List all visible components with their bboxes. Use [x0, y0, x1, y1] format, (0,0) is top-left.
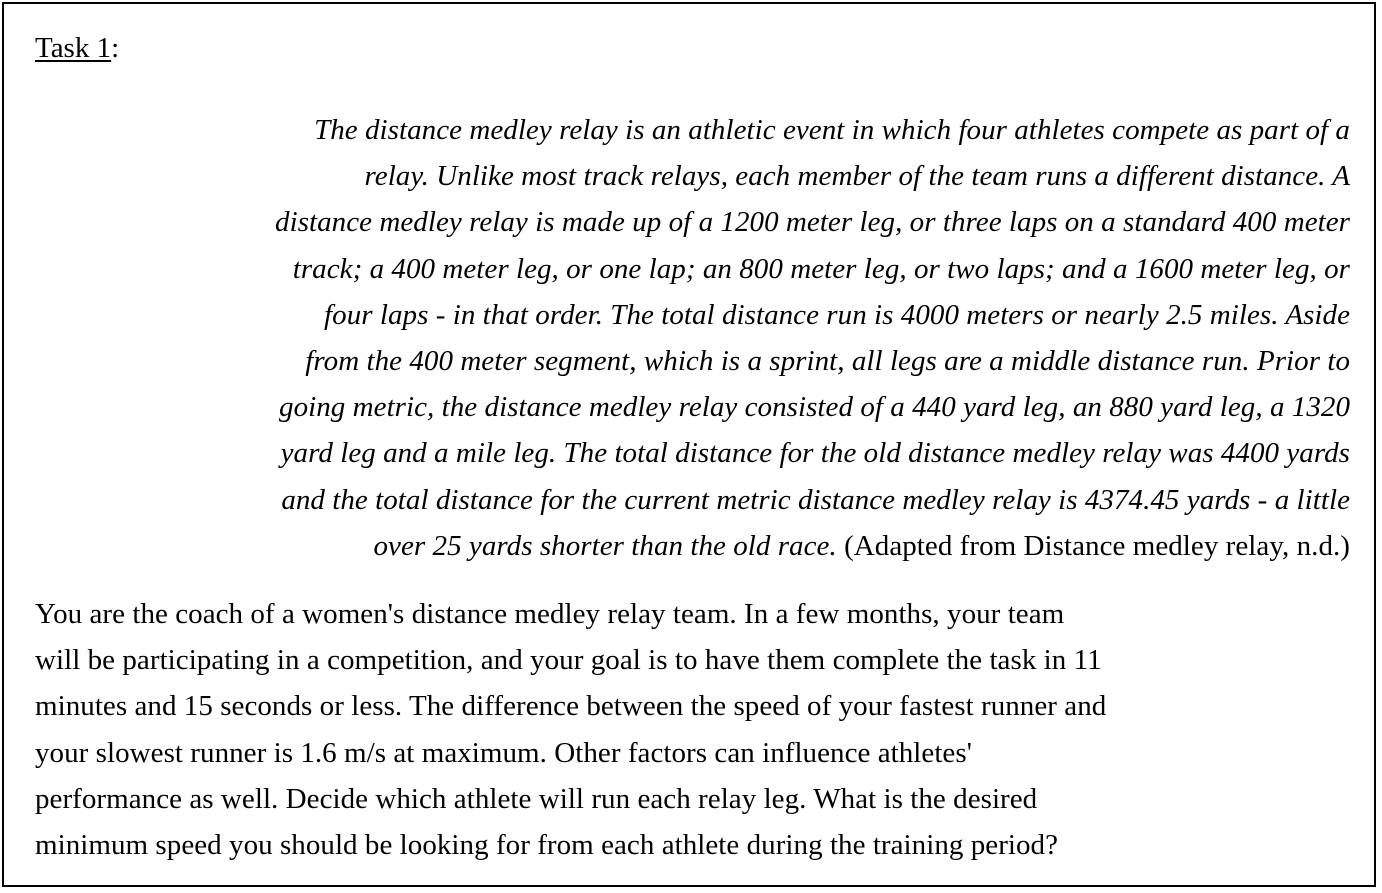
passage-last-text: over 25 yards shorter than the old race.	[373, 529, 837, 562]
task-heading	[35, 30, 119, 66]
passage-line: relay. Unlike most track relays, each member of the team runs a different distance. A	[364, 160, 1350, 193]
task-question	[35, 591, 1106, 868]
passage-line: track; a 400 meter leg, or one lap; an 800 meter leg, or two laps; and a 1600 meter leg, or	[292, 252, 1350, 285]
passage-line: distance medley relay is made up of a 1200 meter leg, or three laps on a standard 400 meter	[275, 206, 1350, 239]
passage-citation: (Adapted from Distance medley relay, n.d.)	[844, 529, 1350, 562]
passage-line: yard leg and a mile leg. The total distance for the old distance medley relay was 4400 yards	[280, 437, 1350, 470]
passage-last-line	[275, 523, 1350, 569]
passage-line: and the total distance for the current metric distance medley relay is 4374.45 yards - a little	[281, 483, 1350, 516]
question-line: minimum speed you should be looking for from each athlete during the training period?	[35, 829, 1059, 862]
question-line: performance as well. Decide which athlete will run each relay leg. What is the desired	[35, 782, 1038, 815]
passage-line: from the 400 meter segment, which is a sprint, all legs are a middle distance run. Prior to	[305, 345, 1350, 378]
passage-quote	[275, 107, 1350, 569]
passage-line: The distance medley relay is an athletic event in which four athletes compete as part of a	[314, 114, 1350, 146]
question-line: You are the coach of a women's distance medley relay team. In a few months, your team	[35, 598, 1065, 630]
question-line: minutes and 15 seconds or less. The difference between the speed of your fastest runner and	[35, 690, 1107, 723]
passage-line: going metric, the distance medley relay consisted of a 440 yard leg, an 880 yard leg, a 1320	[279, 391, 1350, 424]
task-title: Task 1	[35, 32, 112, 64]
question-line: your slowest runner is 1.6 m/s at maximum. Other factors can influence athletes'	[35, 736, 972, 769]
passage-line: four laps - in that order. The total distance run is 4000 meters or nearly 2.5 miles. Aside	[324, 298, 1350, 331]
task-title-colon: :	[111, 32, 120, 64]
question-line: will be participating in a competition, and your goal is to have them complete the task in 11	[35, 644, 1102, 677]
